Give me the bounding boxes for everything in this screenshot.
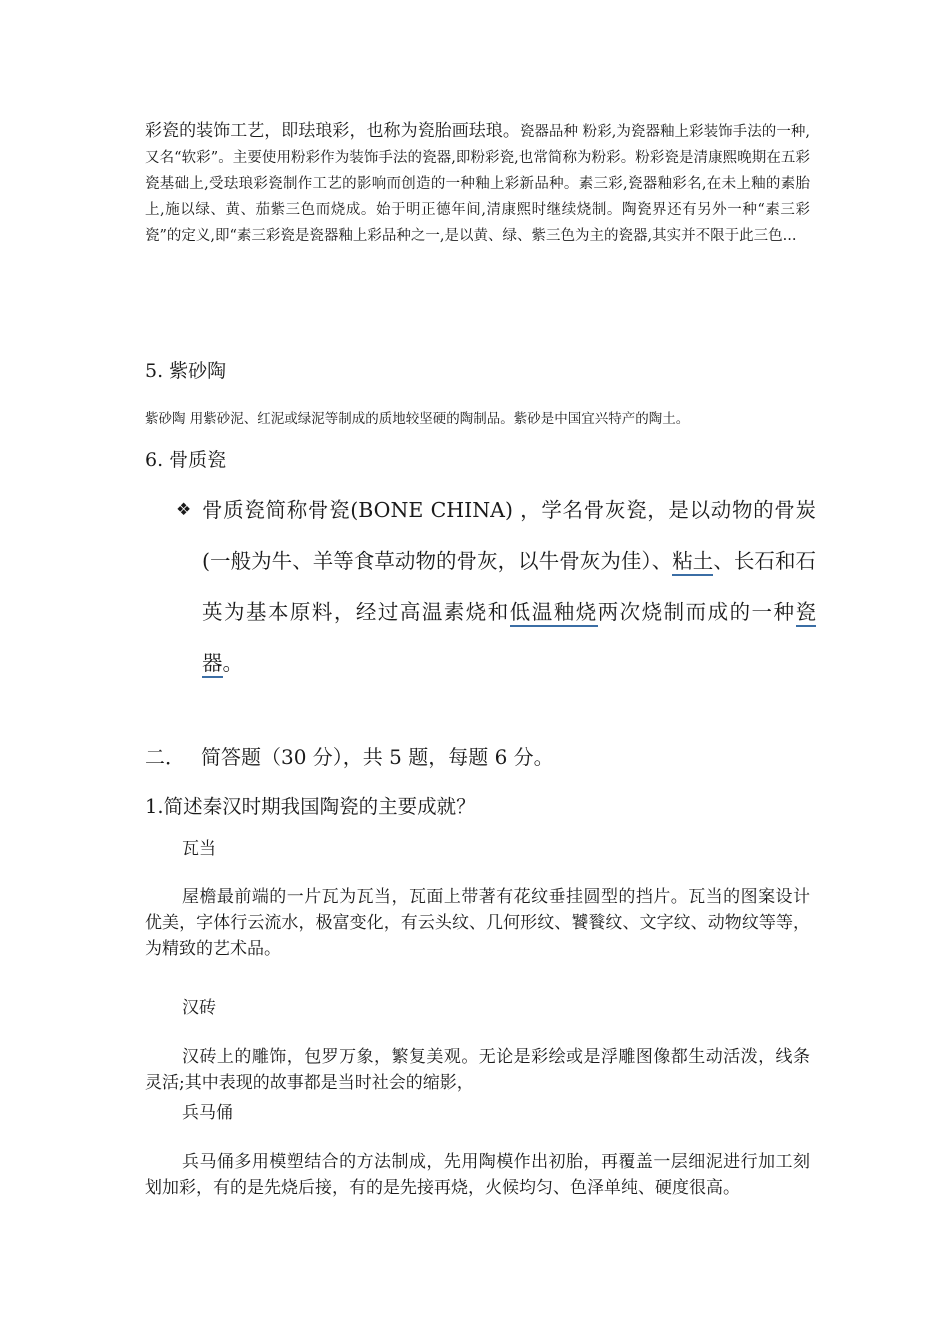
bone-china-text-2: 、长石和石英为基本原料，经过高温素烧和 <box>202 549 817 624</box>
intro-lead: 彩瓷的装饰工艺，即珐琅彩，也称为瓷胎画珐琅。 <box>145 121 520 141</box>
hanzhuan-label: 汉砖 <box>182 998 216 1018</box>
bingmayong-label: 兵马俑 <box>182 1103 233 1123</box>
section-5-heading: 5. 紫砂陶 <box>145 360 227 382</box>
section-6-heading: 6. 骨质瓷 <box>145 449 227 471</box>
hanzhuan-body: 汉砖上的雕饰，包罗万象，繁复美观。无论是彩绘或是浮雕图像都生动活泼，线条灵活;其中表现的故事都是当时社会的缩影， <box>145 1047 810 1093</box>
intro-rest: 瓷器品种 粉彩,为瓷器釉上彩装饰手法的一种,又名“软彩”。主要使用粉彩作为装饰手法的瓷器,即粉彩瓷,也常简称为粉彩。粉彩瓷是清康熙晚期在五彩瓷基础上,受珐琅彩瓷制作工艺的影响而创造的一种釉上彩新品种。素三彩,瓷器釉彩名,在未上釉的素胎上,施以绿、黄、茄紫三色而烧成。始于明正德年间,清康熙时继续烧制。陶瓷界还有另外一种“素三彩瓷”的定义,即“素三彩瓷是瓷器釉上彩品种之一,是以黄、绿、紫三色为主的瓷器,其实并不限于此三色... <box>145 124 811 244</box>
wadang-body: 屋檐最前端的一片瓦为瓦当，瓦面上带著有花纹垂挂圆型的挡片。瓦当的图案设计优美，字体行云流水，极富变化，有云头纹、几何形纹、饕餮纹、文字纹、动物纹等等，为精致的艺术品。 <box>145 887 810 959</box>
bone-china-text-1: 骨质瓷简称骨瓷(BONE CHINA) ，学名骨灰瓷，是以动物的骨炭(一般为牛、羊等食草动物的骨灰，以牛骨灰为佳）、 <box>202 498 816 573</box>
wadang-label: 瓦当 <box>182 839 216 859</box>
section-5-body: 紫砂陶 用紫砂泥、红泥或绿泥等制成的质地较坚硬的陶制品。紫砂是中国宜兴特产的陶土。 <box>145 411 690 427</box>
bingmayong-body: 兵马俑多用模塑结合的方法制成，先用陶模作出初胎，再覆盖一层细泥进行加工刻划加彩，有的是先烧后接，有的是先接再烧，火候均匀、色泽单纯、硬度很高。 <box>145 1152 810 1198</box>
bone-china-text <box>202 485 816 689</box>
part-2-number: 二． <box>145 745 185 769</box>
diamond-bullet-icon: ❖ <box>176 500 192 520</box>
intro-paragraph <box>145 118 810 249</box>
link-clay[interactable]: 粘土 <box>672 549 713 576</box>
link-porcelain[interactable]: 瓷器 <box>202 600 816 678</box>
link-low-temp-glaze[interactable]: 低温釉烧 <box>510 600 598 627</box>
bone-china-text-3: 两次烧制而成的一种 <box>597 600 796 624</box>
question-1-title: 1.简述秦汉时期我国陶瓷的主要成就？ <box>145 795 476 818</box>
part-2-heading <box>145 741 810 770</box>
bone-china-text-4: 。 <box>222 651 243 675</box>
bone-china-bullet <box>176 485 816 689</box>
part-2-title: 简答题（30 分），共 5 题，每题 6 分。 <box>201 745 554 769</box>
